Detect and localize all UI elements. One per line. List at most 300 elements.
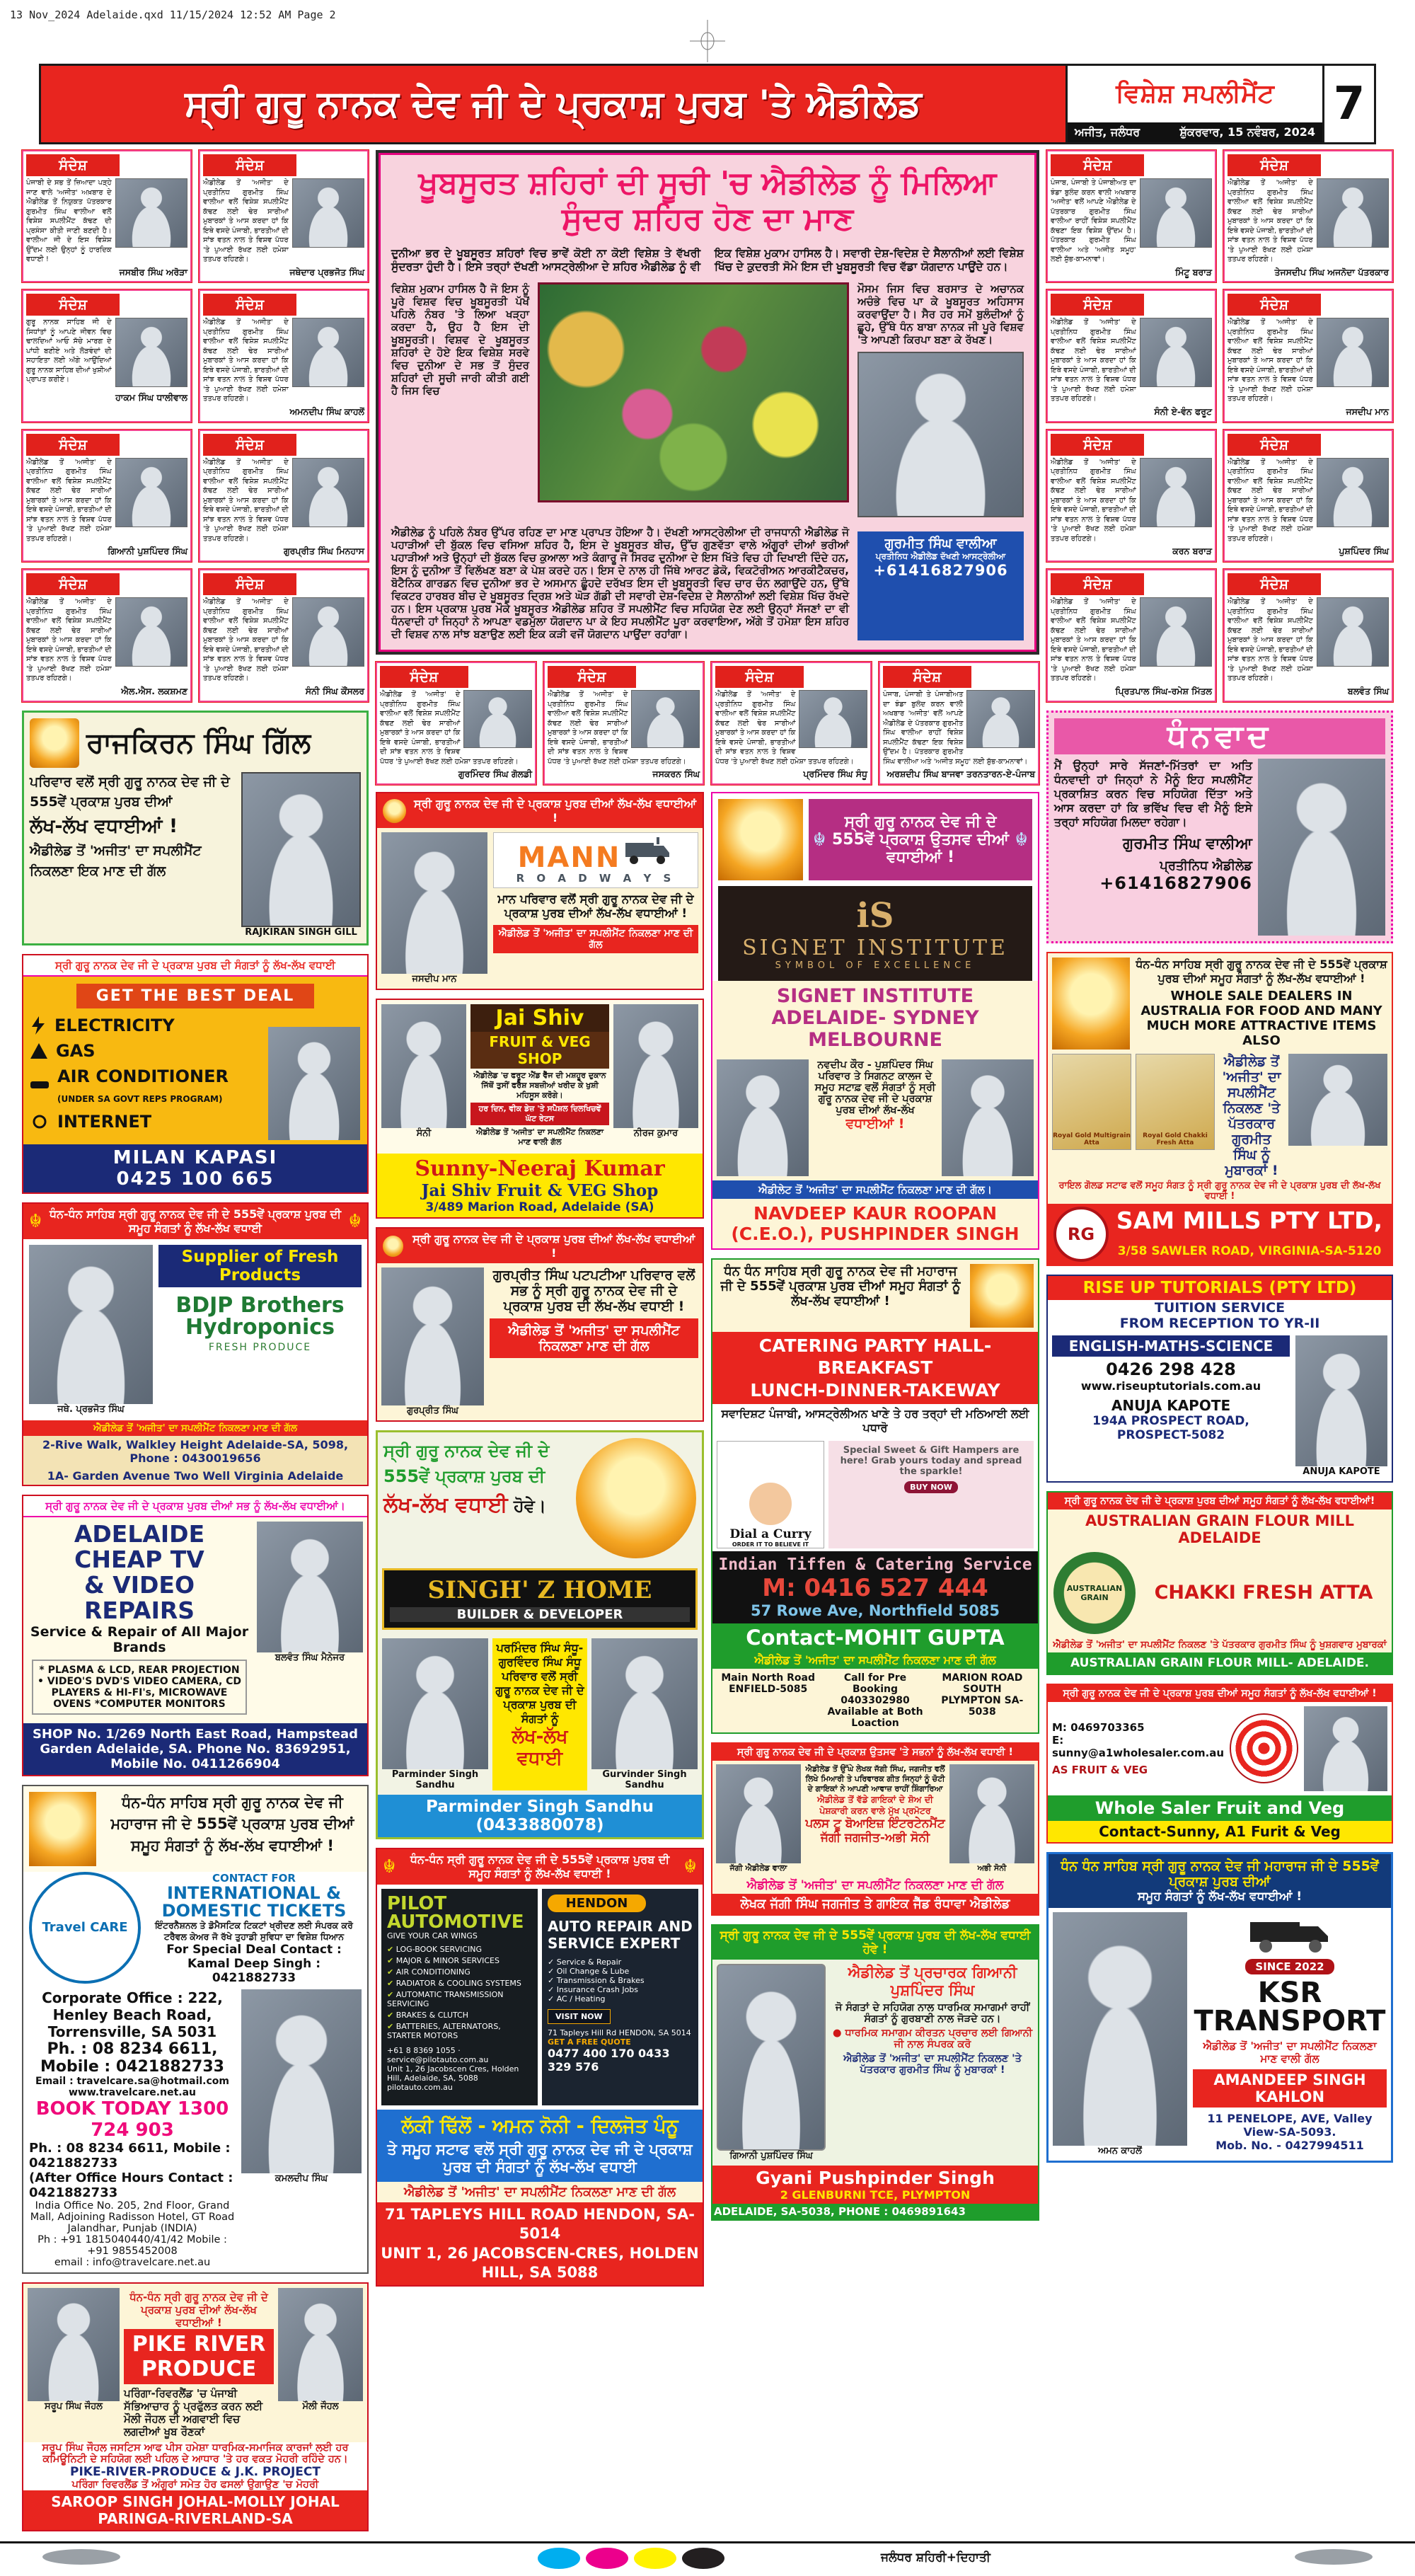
atta-pack-2: Royal Gold Chakki Fresh Atta [1136, 1054, 1215, 1150]
pilot-greeting: ਤੇ ਸਮੂਹ ਸਟਾਫ ਵਲੋਂ ਸ੍ਰੀ ਗੁਰੂ ਨਾਨਕ ਦੇਵ ਜੀ ਦੇ ਪ੍ਰਕਾਸ਼ ਪੁਰਬ ਦੀ ਸੰਗਤਾਂ ਨੂੰ ਲੱਖ-ਲੱਖ ਵਧਾਈ [387, 2141, 693, 2176]
ksr-name: AMANDEEP SINGH KAHLON [1193, 2069, 1387, 2108]
cheaptv-title1: ADELAIDE CHEAP TV [74, 1519, 205, 1573]
correspondent-role: ਪ੍ਰਤੀਨਿਧ ਐਡੀਲੇਡ ਦੱਖਣੀ ਆਸਟ੍ਰੇਲੀਆ [875, 551, 1006, 562]
singhz-pa2: ਲੱਖ-ਲੱਖ ਵਧਾਈ [383, 1493, 508, 1518]
tiffen-phone: M: 0416 527 444 [762, 1573, 988, 1602]
sandesh-box [199, 569, 369, 701]
anuja-caption: ANUJA KAPOTE [1303, 1466, 1380, 1477]
riseup-phone: 0426 298 428 [1106, 1359, 1236, 1379]
sammills-address: 3/58 SAWLER ROAD, VIRGINIA-SA-5120 [1117, 1243, 1382, 1258]
gyani-body2: ● ਧਾਰਮਿਕ ਸਮਾਗਮ ਕੀਰਤਨ ਪ੍ਰਚਾਰ ਲਈ ਗਿਆਨੀ ਜੀ ਨਾਲ ਸੰਪਰਕ ਕਰੋ [832, 2027, 1033, 2050]
dhanwad-role: ਪ੍ਰਤੀਨਿਧ ਐਡੀਲੇਡ [1160, 858, 1252, 873]
milan-ribbon: GET THE BEST DEAL [76, 984, 314, 1008]
catering-pa: ਸਵਾਦਿਸ਼ਟ ਪੰਜਾਬੀ, ਆਸਟ੍ਰੇਲੀਅਨ ਖਾਣੇ ਤੇ ਹਰ ਤਰ੍ਹਾਂ ਦੀ ਮਠਿਆਈ ਲਈ ਪਧਾਰੋ [721, 1406, 1029, 1434]
center-left-stack [376, 792, 704, 2287]
travelcare-phone2: Ph. : 08 8234 6611, Mobile : 0421882733 [29, 2141, 231, 2171]
portrait-photo [1140, 178, 1212, 248]
sandesh-text: ਐਡੀਲੇਡ ਤੋਂ 'ਅਜੀਤ' ਦੇ ਪ੍ਰਤੀਨਿਧ ਗੁਰਮੀਤ ਸਿੰਘ ਵਾਲੀਆ ਵਲੋਂ ਵਿਸ਼ੇਸ਼ ਸਪਲੀਮੈਂਟ ਕੱਢਣ ਲਈ ਢੇਰ ਸਾਰੀਆਂ ਮੁਬਾਰਕਾਂ ਤੇ ਆਸ ਕਰਦਾ ਹਾਂ ਕਿ ਇਥੇ ਵਸਦੇ ਪੰਜਾਬੀ, ਭਾਰਤੀਆਂ ਦੀ ਸਾਂਝ ਵਤਨ ਨਾਲ ਤੇ ਵਿਸ਼ਵ ਪੱਧਰ 'ਤੇ ਪੁਆਈ ਰੱਖਣ ਲਈ ਹਮੇਸ਼ਾ ਤਤਪਰ ਰਹਿਣਗੇ। [1228, 179, 1313, 263]
navdeep-photo [717, 1059, 809, 1176]
ksr-brand2: TRANSPORT [1194, 2004, 1386, 2037]
saroop-caption: ਸਰੂਪ ਸਿੰਘ ਜੌਹਲ [45, 2401, 103, 2413]
sandesh-name: ਪ੍ਰਮਿੰਦਰ ਸਿੰਘ ਸੰਧੂ [803, 769, 867, 780]
sandesh-grid-right [1046, 150, 1393, 702]
bdjp-brand: BDJP Brothers Hydroponics [175, 1292, 345, 1340]
supplement-label: ਵਿਸ਼ੇਸ਼ ਸਪਲੀਮੈਂਟ [1116, 79, 1274, 108]
hendon-phones: 0477 400 170 0433 329 576 [548, 2047, 670, 2074]
neeraj-photo [613, 1004, 698, 1128]
sandesh-header: ਸੰਦੇਸ਼ [203, 154, 296, 176]
hendon-service: ✓ AC / Heating [548, 1994, 606, 2004]
sandesh-text: ਐਡੀਲੇਡ ਤੋਂ 'ਅਜੀਤ' ਦੇ ਪ੍ਰਤੀਨਿਧ ਗੁਰਮੀਤ ਸਿੰਘ ਵਾਲੀਆ ਵਲੋਂ ਵਿਸ਼ੇਸ਼ ਸਪਲੀਮੈਂਟ ਕੱਢਣ ਲਈ ਢੇਰ ਸਾਰੀਆਂ ਮੁਬਾਰਕਾਂ ਤੇ ਆਸ ਕਰਦਾ ਹਾਂ ਕਿ ਇਥੇ ਵਸਦੇ ਪੰਜਾਬੀ, ਭਾਰਤੀਆਂ ਦੀ ਸਾਂਝ ਵਤਨ ਨਾਲ ਤੇ ਵਿਸ਼ਵ ਪੱਧਰ 'ਤੇ ਪੁਆਈ ਰੱਖਣ ਲਈ ਹਮੇਸ਼ਾ ਤਤਪਰ ਰਹਿਣਗੇ। [715, 691, 854, 766]
parminder-photo [382, 1638, 488, 1769]
sandesh-header: ਸੰਦੇਸ਼ [26, 294, 120, 316]
air-conditioner-icon [30, 1080, 49, 1093]
center-column [376, 150, 1039, 2531]
milan-phone: 0425 100 665 [116, 1168, 275, 1190]
portrait-photo [115, 597, 187, 667]
pilot-service: ✔ BRAKES & CLUTCH [387, 2011, 532, 2020]
sandesh-name: ਕਰਨ ਬਰਾੜ [1172, 546, 1212, 557]
riseup-addr1: 194A PROSPECT ROAD, [1092, 1413, 1249, 1428]
sandesh-box [1046, 430, 1216, 562]
bdjp-brand-sub: FRESH PRODUCE [208, 1341, 312, 1353]
sandesh-text: ਐਡੀਲੇਡ ਤੋਂ 'ਅਜੀਤ' ਦੇ ਪ੍ਰਤੀਨਿਧ ਗੁਰਮੀਤ ਸਿੰਘ ਵਾਲੀਆ ਵਲੋਂ ਵਿਸ਼ੇਸ਼ ਸਪਲੀਮੈਂਟ ਕੱਢਣ ਲਈ ਢੇਰ ਸਾਰੀਆਂ ਮੁਬਾਰਕਾਂ ਤੇ ਆਸ ਕਰਦਾ ਹਾਂ ਕਿ ਇਥੇ ਵਸਦੇ ਪੰਜਾਬੀ, ਭਾਰਤੀਆਂ ਦੀ ਸਾਂਝ ਵਤਨ ਨਾਲ ਤੇ ਵਿਸ਼ਵ ਪੱਧਰ 'ਤੇ ਪੁਆਈ ਰੱਖਣ ਲਈ ਹਮੇਸ਼ਾ ਤਤਪਰ ਰਹਿਣਗੇ। [1051, 458, 1136, 543]
sandesh-box [1046, 150, 1216, 282]
travelcare-logo: Travel CARE [29, 1872, 141, 1984]
hendon-service: ✓ Service & Repair [548, 1957, 622, 1967]
portrait-photo [1317, 318, 1389, 387]
correspondent-name: ਗੁਰਮੀਤ ਸਿੰਘ ਵਾਲੀਆ [884, 536, 997, 552]
cheaptv-header: ਸ੍ਰੀ ਗੁਰੂ ਨਾਨਕ ਦੇਵ ਜੀ ਦੇ ਪ੍ਰਕਾਸ਼ ਪੁਰਬ ਦੀਆਂ ਸਭ ਨੂੰ ਲੱਖ-ਲੱਖ ਵਧਾਈਆਂ। [23, 1496, 367, 1517]
gurpreet-red-box: ਐਡੀਲੇਡ ਤੋਂ 'ਅਜੀਤ' ਦਾ ਸਪਲੀਮੈਂਟ ਨਿਕਲਣਾ ਮਾਣ ਦੀ ਗੱਲ [490, 1318, 698, 1358]
pilot-service: ✔ LOG-BOOK SERVICING [387, 1945, 532, 1954]
sandesh-text: ਐਡੀਲੇਡ ਤੋਂ 'ਅਜੀਤ' ਦੇ ਪ੍ਰਤੀਨਿਧ ਗੁਰਮੀਤ ਸਿੰਘ ਵਾਲੀਆ ਵਲੋਂ ਵਿਸ਼ੇਸ਼ ਸਪਲੀਮੈਂਟ ਕੱਢਣ ਲਈ ਢੇਰ ਸਾਰੀਆਂ ਮੁਬਾਰਕਾਂ ਤੇ ਆਸ ਕਰਦਾ ਹਾਂ ਕਿ ਇਥੇ ਵਸਦੇ ਪੰਜਾਬੀ, ਭਾਰਤੀਆਂ ਦੀ ਸਾਂਝ ਵਤਨ ਨਾਲ ਤੇ ਵਿਸ਼ਵ ਪੱਧਰ 'ਤੇ ਪੁਆਈ ਰੱਖਣ ਲਈ ਹਮੇਸ਼ਾ ਤਤਪਰ ਰਹਿਣਗੇ। [380, 691, 519, 766]
ad-travelcare [22, 1785, 369, 2274]
hendon-service: ✓ Insurance Crash Jobs [548, 1985, 639, 1995]
tiffen-title: Indian Tiffen & Catering Service [718, 1555, 1032, 1574]
travelcare-email2: email : info@travelcare.net.au [54, 2257, 211, 2269]
signet-strip: ਐਡੀਲੇਟ ਤੋਂ 'ਅਜੀਤ' ਦਾ ਸਪਲੀਮੈਂਟ ਨਿਕਲਣਾ ਮਾਣ ਦੀ ਗੱਲ। [712, 1180, 1038, 1199]
khanda-icon: ☬ [1015, 829, 1028, 851]
guru-nanak-image [970, 1264, 1034, 1328]
ad-gyani-pushpinder [711, 1924, 1039, 2221]
pikeriver-title: PIKE RIVER PRODUCE [124, 2329, 274, 2384]
page-content [0, 150, 1415, 2531]
dhanwad-phone: +61416827906 [1099, 873, 1252, 893]
molly-caption: ਮੌਲੀ ਜੌਹਲ [302, 2401, 339, 2413]
milan-header: ਸ੍ਰੀ ਗੁਰੂ ਨਾਨਕ ਦੇਵ ਜੀ ਦੇ ਪ੍ਰਕਾਸ਼ ਪੁਰਬ ਦੀ ਸੰਗਤਾਂ ਨੂੰ ਲੱਖ-ਲੱਖ ਵਧਾਈ [23, 955, 367, 977]
article-headline: ਖੂਬਸੂਰਤ ਸ਼ਹਿਰਾਂ ਦੀ ਸੂਚੀ 'ਚ ਐਡੀਲੇਡ ਨੂੰ ਮਿਲਿਆ ਸੁੰਦਰ ਸ਼ਹਿਰ ਹੋਣ ਦਾ ਮਾਣ [418, 165, 997, 237]
sammills-staff-line: ਰਾਇਲ ਗੋਲਡ ਸਟਾਫ ਵਲੋਂ ਸਮੂਹ ਸੰਗਤ ਨੂੰ ਸ੍ਰੀ ਗੁਰੂ ਨਾਨਕ ਦੇਵ ਜੀ ਦੇ ਪ੍ਰਕਾਸ਼ ਪੁਰਬ ਦੀ ਲੱਖ-ਲੱਖ ਵਧਾਈ ! [1058, 1180, 1381, 1202]
signet-body: ਨਵਦੀਪ ਕੌਰ - ਪੁਸ਼ਪਿੰਦਰ ਸਿੰਘ ਪਰਿਵਾਰ ਤੇ ਸਿਗਨਟ ਕਾਲਜ ਦੇ ਸਮੂਹ ਸਟਾਫ਼ ਵਲੋਂ ਸੰਗਤਾਂ ਨੂੰ ਸ੍ਰੀ ਗੁਰੂ ਨਾਨਕ ਦੇਵ ਜੀ ਦੇ ਪ੍ਰਕਾਸ਼ ਪੁਰਬ ਦੀਆਂ ਲੱਖ-ਲੱਖ [814, 1059, 936, 1117]
ad-jai-shiv [376, 999, 704, 1219]
sandesh-row-center [376, 662, 1039, 785]
sandesh-header: ਸੰਦੇਸ਼ [1051, 154, 1144, 176]
guru-nanak-icon [30, 718, 79, 768]
travelcare-pa2: ਟਰੈਵਲ ਕੇਅਰ ਜੋ ਰੱਖੇ ਤੁਹਾਡੀ ਸੁਵਿਧਾ ਦਾ ਵਿਸ਼ੇਸ਼ ਧਿਆਨ [163, 1931, 345, 1943]
sandesh-text: ਐਡੀਲੇਡ ਤੋਂ 'ਅਜੀਤ' ਦੇ ਪ੍ਰਤੀਨਿਧ ਗੁਰਮੀਤ ਸਿੰਘ ਵਾਲੀਆ ਵਲੋਂ ਵਿਸ਼ੇਸ਼ ਸਪਲੀਮੈਂਟ ਕੱਢਣ ਲਈ ਢੇਰ ਸਾਰੀਆਂ ਮੁਬਾਰਕਾਂ ਤੇ ਆਸ ਕਰਦਾ ਹਾਂ ਕਿ ਇਥੇ ਵਸਦੇ ਪੰਜਾਬੀ, ਭਾਰਤੀਆਂ ਦੀ ਸਾਂਝ ਵਤਨ ਨਾਲ ਤੇ ਵਿਸ਼ਵ ਪੱਧਰ 'ਤੇ ਪੁਆਈ ਰੱਖਣ ਲਈ ਹਮੇਸ਼ਾ ਤਤਪਰ ਰਹਿਣਗੇ। [1051, 598, 1136, 683]
dial-a-curry-sub: ORDER IT TO BELIEVE IT [732, 1541, 809, 1548]
ad-gurpreet-patpatia [376, 1227, 704, 1422]
dial-a-curry-name: Dial a Curry [729, 1526, 812, 1541]
singhz-yellow-text: ਪਰਮਿੰਦਰ ਸਿੰਘ ਸੰਧੂ-ਗੁਰਵਿੰਦਰ ਸਿੰਘ ਸੰਧੂ ਪਰਿਵਾਰ ਵਲੋਂ ਸ੍ਰੀ ਗੁਰੂ ਨਾਨਕ ਦੇਵ ਜੀ ਦੇ ਪ੍ਰਕਾਸ਼ ਪੁਰਬ ਦੀ ਸੰਗਤਾਂ ਨੂੰ [495, 1641, 584, 1726]
pikeriver-footer1: SAROOP SINGH JOHAL-MOLLY JOHAL [51, 2493, 340, 2511]
sandesh-name: ਸੰਨੀ ਏ-ਵੰਨ ਫਰੂਟ [1154, 406, 1212, 417]
signet-monogram: iS [856, 896, 894, 936]
sandesh-header: ਸੰਦੇਸ਼ [1051, 294, 1144, 316]
pilot-phone: +61 8 8369 1055 [387, 2046, 456, 2056]
khanda-icon: ☬ [348, 1210, 362, 1232]
gurvinder-caption: Gurvinder Singh Sandhu [602, 1769, 687, 1791]
hamper-text: Special Sweet & Gift Hampers are here! Grab yours today and spread the sparkle! [840, 1444, 1022, 1477]
atta-pack-1: Royal Gold Multigrain Atta [1052, 1054, 1131, 1150]
gurpreet-caption: ਗੁਰਪ੍ਰੀਤ ਸਿੰਘ [407, 1405, 458, 1417]
sunny-caption: ਸੰਨੀ [416, 1128, 432, 1139]
gurvinder-photo [591, 1638, 698, 1769]
signet-logo-sub: SYMBOL OF EXCELLENCE [775, 960, 976, 972]
saroop-johal-photo [28, 2288, 120, 2401]
jaishiv-pa2: ਹਰ ਦਿਨ, ਵੀਕ ਡੇਜ਼ 'ਤੇ ਸਪੈਸ਼ਲ ਦਿਲਖਿਚਵੇਂ ਘੱਟ ਰੇਟਸ [470, 1103, 609, 1125]
edition-footer-text: ਜਲੰਧਰ ਸ਼ਹਿਰੀ+ਦਿਹਾਤੀ [881, 2551, 990, 2565]
guru-nanak-image [576, 1438, 696, 1558]
grainmill-footer: AUSTRALIAN GRAIN FLOUR MILL- ADELAIDE. [1048, 1652, 1392, 1674]
asfruit-phone: M: 0469703365 [1052, 1720, 1145, 1734]
guru-nanak-image [29, 1792, 96, 1866]
reg-oval-left [42, 2549, 120, 2565]
catering-red1: CATERING PARTY HALL-BREAKFAST [758, 1335, 992, 1379]
portrait-photo [292, 318, 364, 387]
pilot-addr1: 71 TAPLEYS HILL ROAD HENDON, SA-5014 [385, 2206, 695, 2243]
mann-strip: ਐਡੀਲੇਡ ਤੋਂ 'ਅਜੀਤ' ਦਾ ਸਪਲੀਮੈਂਟ ਨਿਕਲਣਾ ਮਾਣ ਦੀ ਗੱਲ [493, 925, 698, 953]
riseup-addr2: PROSPECT-5082 [1116, 1427, 1225, 1442]
sandesh-text: ਐਡੀਲੇਡ ਤੋਂ 'ਅਜੀਤ' ਦੇ ਪ੍ਰਤੀਨਿਧ ਗੁਰਮੀਤ ਸਿੰਘ ਵਾਲੀਆ ਵਲੋਂ ਵਿਸ਼ੇਸ਼ ਸਪਲੀਮੈਂਟ ਕੱਢਣ ਲਈ ਢੇਰ ਸਾਰੀਆਂ ਮੁਬਾਰਕਾਂ ਤੇ ਆਸ ਕਰਦਾ ਹਾਂ ਕਿ ਇਥੇ ਵਸਦੇ ਪੰਜਾਬੀ, ਭਾਰਤੀਆਂ ਦੀ ਸਾਂਝ ਵਤਨ ਨਾਲ ਤੇ ਵਿਸ਼ਵ ਪੱਧਰ 'ਤੇ ਪੁਆਈ ਰੱਖਣ ਲਈ ਹਮੇਸ਼ਾ ਤਤਪਰ ਰਹਿਣਗੇ। [1228, 598, 1313, 683]
hendon-visit-now: VISIT NOW [548, 2009, 611, 2024]
sunny-photo [381, 1004, 466, 1128]
pikeriver-pa2: ਪਰਿੰਗਾ ਰਿਵਰਲੈਂਡ ਤੋਂ ਅੰਗੂਰਾਂ ਸਮੇਤ ਹੋਰ ਫਸਲਾਂ ਉਗਾਉਣ 'ਚ ਮੋਹਰੀ [71, 2479, 319, 2491]
sandesh-box [1046, 569, 1216, 701]
cheaptv-address: SHOP No. 1/269 North East Road, Hampstead Garden Adelaide, SA. Phone No. 83692951, Mobile No. 0411266904 [23, 1723, 367, 1775]
bdjp-header: ਧੰਨ-ਧੰਨ ਸਾਹਿਬ ਸ੍ਰੀ ਗੁਰੂ ਨਾਨਕ ਦੇਵ ਜੀ ਦੇ 555ਵੇਂ ਪ੍ਰਕਾਸ਼ ਪੁਰਬ ਦੀ ਸਮੂਹ ਸੰਗਤਾਂ ਨੂੰ ਲੱਖ-ਲੱਖ ਵਧਾਈ [49, 1207, 342, 1235]
pilot-addr2: UNIT 1, 26 JACOBSCEN-CRES, HOLDEN HILL, SA 5088 [381, 2244, 699, 2281]
singhz-footer: Parminder Singh Sandhu (0433880078) [378, 1795, 702, 1837]
sandesh-header: ਸੰਦੇਸ਼ [380, 666, 468, 688]
pilot-brand: PILOT AUTOMOTIVE [387, 1893, 524, 1933]
jasdeep-maan-caption: ਜਸਦੀਪ ਮਾਨ [412, 974, 457, 985]
article-intro: ਦੁਨੀਆ ਭਰ ਦੇ ਖੂਬਸੂਰਤ ਸ਼ਹਿਰਾਂ ਵਿਚ ਭਾਵੇਂ ਕੋਈ ਨਾ ਕੋਈ ਵਿਸ਼ੇਸ਼ ਤੇ ਵੱਖਰੀ ਸੁੰਦਰਤਾ ਹੁੰਦੀ ਹੈ। ਇਸੇ ਤਰ੍ਹਾਂ ਦੱਖਣੀ ਆਸਟ੍ਰੇਲੀਆ ਦੇ ਸ਼ਹਿਰ ਐਡੀਲੇਡ ਨੂੰ ਵੀ ਇਕ ਵਿਸ਼ੇਸ਼ ਮੁਕਾਮ ਹਾਸਿਲ ਹੈ। ਸਵਾਰੀ ਦੇਸ਼-ਵਿਦੇਸ਼ ਦੇ ਸੈਲਾਨੀਆਂ ਲਈ ਵਿਸ਼ੇਸ਼ ਖਿੱਚ ਦੇ ਕੁਦਰਤੀ ਸੋਮੇ ਇਸ ਦੀ ਖੂਬਸੂਰਤੀ ਵਿਚ ਵੱਡਾ ਯੋਗਦਾਨ ਪਾਉਂਦੇ ਹਨ। [391, 247, 1024, 274]
sandesh-header: ਸੰਦੇਸ਼ [1228, 154, 1321, 176]
portrait-photo [1140, 318, 1212, 387]
pikeriver-footer2: PARINGA-RIVERLAND-SA [98, 2510, 293, 2528]
australian-grain-logo: AUSTRALIAN GRAIN [1053, 1552, 1136, 1634]
aman-kahlon-photo [1053, 1912, 1187, 2146]
pilot-service: ✔ BATTERIES, ALTERNATORS, STARTER MOTORS [387, 2022, 532, 2040]
singhz-yellow-red: ਲੱਖ-ਲੱਖ ਵਧਾਈ [512, 1726, 568, 1770]
milan-kapasi-photo [268, 1027, 360, 1140]
magenta-dot [586, 2548, 628, 2569]
travelcare-office: Corporate Office : 222, Henley Beach Road, Torrensville, SA 5031 [42, 1989, 223, 2041]
ad-rajkiran-singh-gill [22, 711, 369, 945]
page-number: 7 [1322, 66, 1374, 142]
ad-milan-kapasi [22, 954, 369, 1194]
portrait-photo [292, 597, 364, 667]
gyani-body3: ਐਡੀਲੇਡ ਤੋਂ 'ਅਜੀਤ' ਦਾ ਸਪਲੀਮੈਂਟ ਨਿਕਲਣ 'ਤੇ ਪੱਤਰਕਾਰ ਗੁਰਮੀਤ ਸਿੰਘ ਨੂੰ ਮੁਬਾਰਕਾਂ ! [843, 2052, 1022, 2076]
chef-icon [747, 1480, 794, 1527]
edition-label: ਅਜੀਤ, ਜਲੰਧਰ [1075, 125, 1140, 139]
sandesh-box [711, 662, 872, 785]
sandesh-header: ਸੰਦੇਸ਼ [203, 294, 296, 316]
travelcare-email: Email : travelcare.sa@hotmail.com www.travelcare.net.au [35, 2076, 229, 2099]
pilot-web: pilotauto.com.au [387, 2083, 453, 2093]
right-column [1046, 150, 1393, 2531]
pilot-service: ✔ AUTOMATIC TRANSMISSION SERVICING [387, 1990, 532, 2008]
gyani-caption: ਗਿਆਨੀ ਪੁਸ਼ਪਿੰਦਰ ਸਿੰਘ [729, 2150, 813, 2161]
registration-strip [0, 2541, 1415, 2576]
hendon-brand: HENDON [548, 1894, 646, 1912]
print-meta-text: 13 Nov_2024 Adelaide.qxd 11/15/2024 12:52 AM Page 2 [10, 8, 336, 21]
sandesh-text: ਐਡੀਲੇਡ ਤੋਂ 'ਅਜੀਤ' ਦੇ ਪ੍ਰਤੀਨਿਧ ਗੁਰਮੀਤ ਸਿੰਘ ਵਾਲੀਆ ਵਲੋਂ ਵਿਸ਼ੇਸ਼ ਸਪਲੀਮੈਂਟ ਕੱਢਣ ਲਈ ਢੇਰ ਸਾਰੀਆਂ ਮੁਬਾਰਕਾਂ ਤੇ ਆਸ ਕਰਦਾ ਹਾਂ ਕਿ ਇਥੇ ਵਸਦੇ ਪੰਜਾਬੀ, ਭਾਰਤੀਆਂ ਦੀ ਸਾਂਝ ਵਤਨ ਨਾਲ ਤੇ ਵਿਸ਼ਵ ਪੱਧਰ 'ਤੇ ਪੁਆਈ ਰੱਖਣ ਲਈ ਹਮੇਸ਼ਾ ਤਤਪਰ ਰਹਿਣਗੇ। [26, 458, 112, 543]
dhanwad-name: ਗੁਰਮੀਤ ਸਿੰਘ ਵਾਲੀਆ [1122, 834, 1252, 853]
buy-now-button[interactable]: BUY NOW [904, 1481, 958, 1493]
ksr-brand1: KSR [1257, 1976, 1322, 2009]
milan-item-electricity: ELECTRICITY [54, 1015, 175, 1035]
sammills-pa: ਐਡੀਲੇਡ ਤੋਂ 'ਅਜੀਤ' ਦਾ ਸਪਲੀਮੈਂਟ ਨਿਕਲਣ 'ਤੇ ਪੱਤਰਕਾਰ ਗੁਰਮੀਤ ਸਿੰਘ ਨੂੰ ਮੁਬਾਰਕਾਂ ! [1222, 1053, 1281, 1178]
as-fruit-veg-logo-icon [1230, 1713, 1298, 1783]
cheaptv-title2: & VIDEO REPAIRS [83, 1571, 195, 1625]
sandesh-header: ਸੰਦੇਸ਼ [715, 666, 804, 688]
asfruit-strip: Whole Saler Fruit and Veg [1048, 1795, 1392, 1821]
riseup-name: ANUJA KAPOTE [1111, 1396, 1231, 1414]
cheaptv-services: * PLASMA & LCD, REAR PROJECTION • VIDEO'S DVD'S VIDEO CAMERA, CD PLAYERS & HI-FI's, MICROWAVE OVENS *COMPUTER MONITORS [32, 1660, 247, 1715]
catering-loc2: Call for Pre Booking [843, 1672, 907, 1695]
ad-signet-institute [711, 792, 1039, 1250]
sandesh-header: ਸੰਦੇਸ਼ [1051, 573, 1144, 595]
portrait-photo [1317, 458, 1389, 527]
sandesh-header: ਸੰਦੇਸ਼ [1228, 294, 1321, 316]
sandesh-text: ਐਡੀਲੇਡ ਤੋਂ 'ਅਜੀਤ' ਦੇ ਪ੍ਰਤੀਨਿਧ ਗੁਰਮੀਤ ਸਿੰਘ ਵਾਲੀਆ ਵਲੋਂ ਵਿਸ਼ੇਸ਼ ਸਪਲੀਮੈਂਟ ਕੱਢਣ ਲਈ ਢੇਰ ਸਾਰੀਆਂ ਮੁਬਾਰਕਾਂ ਤੇ ਆਸ ਕਰਦਾ ਹਾਂ ਕਿ ਇਥੇ ਵਸਦੇ ਪੰਜਾਬੀ, ਭਾਰਤੀਆਂ ਦੀ ਸਾਂਝ ਵਤਨ ਨਾਲ ਤੇ ਵਿਸ਼ਵ ਪੱਧਰ 'ਤੇ ਪੁਆਈ ਰੱਖਣ ਲਈ ਹਮੇਸ਼ਾ ਤਤਪਰ ਰਹਿਣਗੇ। [203, 458, 289, 543]
sandesh-box [22, 430, 192, 562]
sandesh-text: ਐਡੀਲੇਡ ਤੋਂ 'ਅਜੀਤ' ਦੇ ਪ੍ਰਤੀਨਿਧ ਗੁਰਮੀਤ ਸਿੰਘ ਵਾਲੀਆ ਵਲੋਂ ਵਿਸ਼ੇਸ਼ ਸਪਲੀਮੈਂਟ ਕੱਢਣ ਲਈ ਢੇਰ ਸਾਰੀਆਂ ਮੁਬਾਰਕਾਂ ਤੇ ਆਸ ਕਰਦਾ ਹਾਂ ਕਿ ਇਥੇ ਵਸਦੇ ਪੰਜਾਬੀ, ਭਾਰਤੀਆਂ ਦੀ ਸਾਂਝ ਵਤਨ ਨਾਲ ਤੇ ਵਿਸ਼ਵ ਪੱਧਰ 'ਤੇ ਪੁਆਈ ਰੱਖਣ ਲਈ ਹਮੇਸ਼ਾ ਤਤਪਰ ਰਹਿਣਗੇ। [203, 598, 289, 683]
internet-icon [30, 1115, 49, 1129]
sandesh-box [22, 569, 192, 701]
walia-photo [1258, 759, 1385, 936]
adelaide-gardens-photo [538, 282, 849, 502]
gas-icon [30, 1043, 47, 1059]
gurpreet-header: ਸ੍ਰੀ ਗੁਰੂ ਨਾਨਕ ਦੇਵ ਜੀ ਦੇ ਪ੍ਰਕਾਸ਼ ਪੁਰਬ ਦੀਆਂ ਲੱਖ-ਲੱਖ ਵਧਾਈਆਂ ! [412, 1232, 695, 1260]
sandesh-name: ਤੇਜਸਦੀਪ ਸਿੰਘ ਅਜਨੋਦਾ ਪੱਤਰਕਾਰ [1274, 266, 1389, 277]
sandesh-name: ਗਿਆਨੀ ਪੁਸ਼ਪਿੰਦਰ ਸਿੰਘ [108, 546, 187, 557]
jaggi-caption: ਜੱਗੀ ਐਡੀਲੇਡ ਵਾਲਾ [729, 1863, 787, 1873]
sandesh-box [22, 150, 192, 282]
sandesh-box [199, 289, 369, 422]
jaishiv-address: 3/489 Marion Road, Adelaide (SA) [425, 1200, 654, 1215]
jaishiv-sub: FRUIT & VEG SHOP [470, 1032, 609, 1069]
ksr-since: SINCE 2022 [1245, 1959, 1334, 1974]
walia-portrait-photo [857, 352, 1024, 517]
yellow-dot [634, 2548, 676, 2569]
travelcare-india-phone: Ph : +91 1815040440/41/42 Mobile : +91 9855452008 [37, 2234, 227, 2258]
left-column [22, 150, 369, 2531]
sandesh-name: ਅਮਨਦੀਪ ਸਿੰਘ ਕਾਹਲੋਂ [289, 406, 364, 417]
pikeriver-header: ਧੰਨ-ਧੰਨ ਸ੍ਰੀ ਗੁਰੂ ਨਾਨਕ ਦੇਵ ਜੀ ਦੇ ਪ੍ਰਕਾਸ਼ ਪੁਰਬ ਦੀਆਂ ਲੱਖ-ਲੱਖ ਵਧਾਈਆਂ ! [129, 2291, 268, 2330]
sandesh-header: ਸੰਦੇਸ਼ [26, 573, 120, 595]
sandesh-name: ਮਿੰਟੂ ਬਰਾੜ [1175, 266, 1212, 277]
edition-date-strip [1068, 122, 1322, 142]
sandesh-text: ਪੰਜਾਬੀ ਦੇ ਸਭ ਤੋਂ ਜ਼ਿਆਦਾ ਪੜ੍ਹੇ ਜਾਣ ਵਾਲੇ 'ਅਜੀਤ' ਅਖ਼ਬਾਰ ਦੇ ਐਡੀਲੇਡ ਤੋਂ ਨਿਯੁਕਤ ਪੱਤਰਕਾਰ ਗੁਰਮੀਤ ਸਿੰਘ ਵਾਲੀਆ ਵਲੋਂ ਵਿਸ਼ੇਸ਼ ਸਪਲੀਮੈਂਟ ਕੱਢਣ ਦੀ ਪ੍ਰਸੰਸਾ ਕੀਤੀ ਜਾਣੀ ਬਣਦੀ ਹੈ। ਵਾਲੀਆ ਜੀ ਦੇ ਇਸ ਵਿਸ਼ੇਸ਼ ਉੱਦਮ ਲਈ ਉਨ੍ਹਾਂ ਨੂੰ ਹਾਰਦਿਕ ਵਧਾਈ ! [26, 179, 112, 263]
ksr-header1: ਧੰਨ ਧੰਨ ਸਾਹਿਬ ਸ੍ਰੀ ਗੁਰੂ ਨਾਨਕ ਦੇਵ ਜੀ ਮਹਾਰਾਜ ਜੀ ਦੇ 555ਵੇਂ ਪ੍ਰਕਾਸ਼ ਪੁਰਬ ਦੀਆਂ [1061, 1858, 1379, 1890]
sandesh-box [1223, 150, 1393, 282]
gyani-footer2: 2 GLENBURNI TCE, PLYMPTON [780, 2187, 971, 2202]
jaggi-footer: ਲੇਖਕ ਜੱਗੀ ਸਿੰਘ ਜਗਜੀਤ ਤੇ ਗਾਇਕ ਜੈੱਡ ਰੰਧਾਵਾ ਐਡੀਲੇਡ [712, 1894, 1038, 1914]
article-left-column: ਵਿਸ਼ੇਸ਼ ਮੁਕਾਮ ਹਾਸਿਲ ਹੈ ਜੋ ਇਸ ਨੂੰ ਪੂਰੇ ਵਿਸ਼ਵ ਵਿਚ ਖੂਬਸੂਰਤੀ ਪੱਖੋਂ ਪਹਿਲੇ ਨੰਬਰ 'ਤੇ ਲਿਆ ਖੜ੍ਹਾ ਕਰਦਾ ਹੈ, ਉਹ ਹੈ ਇਸ ਦੀ ਖੂਬਸੂਰਤੀ। ਵਿਸ਼ਵ ਦੇ ਖੂਬਸੂਰਤ ਸ਼ਹਿਰਾਂ ਦੇ ਹੋਏ ਇਕ ਵਿਸ਼ੇਸ਼ ਸਰਵੇ ਵਿਚ ਦੁਨੀਆ ਦੇ ਸਭ ਤੋਂ ਸੁੰਦਰ ਸ਼ਹਿਰਾਂ ਦੀ ਸੂਚੀ ਜਾਰੀ ਕੀਤੀ ਗਈ ਹੈ ਜਿਸ ਵਿਚ [391, 282, 529, 398]
singhz-pa1: ਸ੍ਰੀ ਗੁਰੂ ਨਾਨਕ ਦੇਵ ਜੀ ਦੇ 555ਵੇਂ ਪ੍ਰਕਾਸ਼ ਪੁਰਬ ਦੀ [383, 1441, 550, 1487]
sandesh-header: ਸੰਦੇਸ਼ [1051, 434, 1144, 456]
sandesh-text: ਪੰਜਾਬ, ਪੰਜਾਬੀ ਤੇ ਪੰਜਾਬੀਅਤ ਦਾ ਝੰਡਾ ਬੁਲੰਦ ਕਰਨ ਵਾਲੀ ਅਖਬਾਰ 'ਅਜੀਤ' ਵਲੋਂ ਆਪਣੇ ਐਡੀਲੇਡ ਦੇ ਪੱਤਰਕਾਰ ਗੁਰਮੀਤ ਸਿੰਘ ਵਾਲੀਆ ਰਾਹੀਂ ਵਿਸ਼ੇਸ਼ ਸਪਲੀਮੈਂਟ ਕੱਢਣਾ ਇਕ ਵਿਸ਼ੇਸ਼ ਉੱਦਮ ਹੈ। ਪੱਤਰਕਾਰ ਗੁਰਮੀਤ ਸਿੰਘ ਵਾਲੀਆ ਅਤੇ 'ਅਜੀਤ ਸਮੂਹ' ਲਈ ਸ਼ੁੱਭ-ਕਾਮਨਾਵਾਂ। [1051, 179, 1136, 263]
ad-adelaide-cheap-tv [22, 1495, 369, 1776]
hendon-service: ✓ Oil Change & Lube [548, 1967, 630, 1977]
signet-names: NAVDEEP KAUR ROOPAN (C.E.O.), PUSHPINDER SINGH [712, 1199, 1038, 1248]
bdjp-line: ਐਡੀਲੇਡ ਤੋਂ 'ਅਜੀਤ' ਦਾ ਸਪਲੀਮੈਂਟ ਨਿਕਲਣਾ ਮਾਣ ਦੀ ਗੱਲ [23, 1420, 367, 1436]
guru-nanak-icon [383, 799, 406, 823]
sandesh-box [199, 150, 369, 282]
ad-dhanwad [1046, 711, 1393, 943]
portrait-photo [292, 178, 364, 248]
gyani-body1: ਜੋ ਸੰਗਤਾਂ ਦੇ ਸਹਿਯੋਗ ਨਾਲ ਧਾਰਮਿਕ ਸਮਾਗਮਾਂ ਰਾਹੀਂ ਸੰਗਤਾਂ ਨੂੰ ਗੁਰਬਾਣੀ ਨਾਲ ਜੋੜਦੇ ਹਨ। [835, 2001, 1030, 2025]
guru-nanak-icon [383, 1236, 403, 1257]
hendon-address: 71 Tapleys Hill Rd HENDON, SA 5014 [548, 2028, 691, 2038]
travelcare-pa1: ਇੰਟਰਨੈਸ਼ਨਲ ਤੇ ਡੋਮੈਸਟਿਕ ਟਿਕਟਾਂ ਖ੍ਰੀਦਣ ਲਈ ਸੰਪਰਕ ਕਰੋ [155, 1920, 353, 1931]
gyani-photo [717, 1964, 826, 2151]
jaggi-body2: ਐਡੀਲੇਡ ਤੋਂ ਵੱਡੇ ਗਾਇਕਾਂ ਦੇ ਸ਼ੋਅ ਦੀ ਪੇਸ਼ਕਾਰੀ ਕਰਨ ਵਾਲੇ ਮੁੱਖ ਪ੍ਰਮੋਟਰ [817, 1793, 933, 1816]
sandesh-header: ਸੰਦੇਸ਼ [1228, 573, 1321, 595]
ad-as-fruit-veg [1046, 1684, 1393, 1844]
registration-crosshair-icon [690, 20, 725, 62]
abhi-soni-photo [949, 1764, 1034, 1863]
signet-title: SIGNET INSTITUTE ADELAIDE- SYDNEY MELBOURNE [712, 981, 1038, 1055]
sandesh-box [879, 662, 1039, 785]
grainmill-chakki: CHAKKI FRESH ATTA [1154, 1582, 1373, 1604]
catering-header: ਧੰਨ ਧੰਨ ਸਾਹਿਬ ਸ੍ਰੀ ਗੁਰੂ ਨਾਨਕ ਦੇਵ ਜੀ ਮਹਾਰਾਜ ਜੀ ਦੇ 555ਵੇਂ ਪ੍ਰਕਾਸ਼ ਪੁਰਬ ਦੀਆਂ ਸਮੂਹ ਸੰਗਤਾਂ ਨੂੰ ਲੱਖ-ਲੱਖ ਵਧਾਈਆਂ ! [720, 1264, 961, 1309]
portrait-photo [115, 318, 187, 387]
sandesh-box [199, 430, 369, 562]
main-article [376, 150, 1039, 655]
ad-pike-river-produce [22, 2282, 369, 2531]
travelcare-phone: Ph. : 08 8234 6611, Mobile : 0421882733 [40, 2040, 224, 2076]
kamaldeep-caption: ਕਮਲਦੀਪ ਸਿੰਘ [275, 2173, 328, 2185]
rajkiran-line2: ਲੱਖ-ਲੱਖ ਵਧਾਈਆਂ ! [30, 815, 178, 837]
pilot-header: ਧੰਨ-ਧੰਨ ਸ੍ਰੀ ਗੁਰੂ ਨਾਨਕ ਦੇਵ ਜੀ ਦੇ 555ਵੇਂ ਪ੍ਰਕਾਸ਼ ਪੁਰਬ ਦੀ ਸਮੂਹ ਸੰਗਤਾਂ ਨੂੰ ਲੱਖ-ਲੱਖ ਵਧਾਈ ! [410, 1853, 670, 1881]
sandesh-name: ਬਲਵੰਤ ਸਿੰਘ [1347, 685, 1389, 696]
print-meta-bar [0, 0, 1415, 61]
sandesh-name: ਜਥੇਦਾਰ ਪ੍ਰਭਜੋਤ ਸਿੰਘ [289, 266, 364, 277]
ksr-mobile: Mob. No. - 0427994511 [1215, 2138, 1364, 2152]
gyani-header: ਸ੍ਰੀ ਗੁਰੂ ਨਾਨਕ ਦੇਵ ਜੀ ਦੇ 555ਵੇਂ ਪ੍ਰਕਾਸ਼ ਪੁਰਬ ਦੀ ਲੱਖ-ਲੱਖ ਵਧਾਈ ਹੋਵੇ ! [712, 1926, 1038, 1960]
sammills-wholesale: WHOLE SALE DEALERS IN AUSTRALIA FOR FOOD AND MANY MUCH MORE ATTRACTIVE ITEMS ALSO [1140, 988, 1382, 1048]
sandesh-header: ਸੰਦੇਸ਼ [26, 154, 120, 176]
ksr-address: 11 PENELOPE, AVE, Valley View-SA-5093. [1207, 2111, 1373, 2139]
jaishiv-shop: Jai Shiv Fruit & VEG Shop [421, 1181, 659, 1201]
signet-logo-name: SIGNET INSTITUTE [742, 936, 1008, 961]
sandesh-name: ਪੁਸ਼ਪਿੰਦਰ ਸਿੰਘ [1339, 546, 1389, 557]
neeraj-caption: ਨੀਰਜ ਕੁਮਾਰ [633, 1128, 678, 1139]
article-bottom-text: ਐਡੀਲੇਡ ਨੂੰ ਪਹਿਲੇ ਨੰਬਰ ਉੱਪਰ ਰਹਿਣ ਦਾ ਮਾਣ ਪ੍ਰਾਪਤ ਹੋਇਆ ਹੈ। ਦੱਖਣੀ ਆਸਟ੍ਰੇਲੀਆ ਦੀ ਰਾਜਧਾਨੀ ਐਡੀਲੇਡ ਜੋ ਪਹਾੜੀਆਂ ਦੀ ਬੁੱਕਲ ਵਿਚ ਵਸਿਆ ਸ਼ਹਿਰ ਹੈ, ਇਸ ਦੇ ਖੂਬਸੂਰਤ ਬੀਚ, ਉੱਚ ਗੁਣਵੱਤਾ ਵਾਲੇ ਅੰਗੂਰਾਂ ਦੀਆਂ ਭਰੀਆਂ ਪਹਾੜੀਆਂ ਅਤੇ ਉਨ੍ਹਾਂ ਦੀ ਬੁੱਕਲ ਵਿਚ ਕੁਆਲਾ ਅਤੇ ਕੰਗਾਰੂ ਜੋ ਸਿਰਫ ਦੁਨੀਆ ਦੇ ਇਸ ਖਿੱਤੇ ਵਿਚ ਹੀ ਦਿਖਾਈ ਦਿੰਦੇ ਹਨ, ਇਸ ਨੂੰ ਦੁਨੀਆ ਤੋਂ ਵਿਲੱਖਣ ਬਣਾ ਕੇ ਪੇਸ਼ ਕਰਦੇ ਹਨ। ਇਸ ਦੇ ਨਾਲ ਹੀ ਜਿੱਥੇ ਆਰਟ ਡੇਕੋ, ਵਿਕਟੋਰੀਅਨ ਆਰਕੀਟੈਕਚਰ, ਬੋਟੈਨਿਕ ਗਾਰਡਨ ਵਿਚ ਦੁਨੀਆ ਭਰ ਦੇ ਅਸਮਾਨ ਛੂੰਹਦੇ ਦਰੱਖਤ ਇਸ ਦੀ ਖੂਬਸੂਰਤੀ ਵਿਚ ਚਾਰ ਚੰਨ ਲਗਾਉਂਦੇ ਹਨ, ਉੱਥੇ ਵਿਕਟਰ ਹਾਰਬਰ ਬੀਚ ਦੇ ਖੂਬਸੂਰਤ ਦ੍ਰਿਸ਼ ਅਤੇ ਘੋੜ ਗੱਡੀ ਦੀ ਸਵਾਰੀ ਦੇਸ਼-ਵਿਦੇਸ਼ ਦੇ ਸੈਲਾਨੀਆਂ ਲਈ ਵਿਸ਼ੇਸ਼ ਖਿੱਚ ਰੱਖਦੇ ਹਨ। ਇਸ ਪ੍ਰਕਾਸ਼ ਪੁਰਬ ਮੌਕੇ ਖੂਬਸੂਰਤ ਐਡੀਲੇਡ ਸ਼ਹਿਰ ਤੋਂ ਸਪਲੀਮੈਂਟ ਵਿਚ ਸਹਿਯੋਗ ਦੇਣ ਲਈ ਉਨ੍ਹਾਂ ਸੱਜਣਾਂ ਦਾ ਵੀ ਧੰਨਵਾਦੀ ਹਾਂ ਜਿਨ੍ਹਾਂ ਨੇ ਆਪਣਾ ਵਡਮੁੱਲਾ ਯੋਗਦਾਨ ਪਾ ਕੇ ਇਹ ਸਪਲੀਮੈਂਟ ਪੂਰਾ ਕਰਵਾਇਆ, ਅੱਗੇ ਤੋਂ ਹਮੇਸ਼ਾ ਇਸ ਸ਼ਹਿਰ ਦੀ ਵਿਸ਼ਵ ਨਾਲ ਸਾਂਝ ਬਣਾਉਣ ਲਈ ਇਕ ਕੜੀ ਵਜੋਂ ਯੋਗਦਾਨ ਪਾਉਂਦਾ ਰਹਾਂਗਾ। [391, 526, 849, 641]
hendon-panel [542, 1889, 698, 2105]
pilot-email: service@pilotauto.com.au [387, 2055, 489, 2065]
royal-gold-logo: RG [1053, 1207, 1109, 1262]
sandesh-header: ਸੰਦੇਸ਼ [883, 666, 971, 688]
travelcare-contact-for: CONTACT FOR [212, 1871, 296, 1885]
anuja-photo [1295, 1335, 1387, 1466]
travelcare-header: ਧੰਨ-ਧੰਨ ਸਾਹਿਬ ਸ੍ਰੀ ਗੁਰੂ ਨਾਨਕ ਦੇਵ ਜੀ ਮਹਾਰਾਜ ਜੀ ਦੇ 555ਵੇਂ ਪ੍ਰਕਾਸ਼ ਪੁਰਬ ਦੀਆਂ ਸਮੂਹ ਸੰਗਤਾਂ ਨੂੰ ਲੱਖ-ਲੱਖ ਵਧਾਈਆਂ ! [110, 1793, 354, 1854]
pikeriver-project: PIKE-RIVER-PRODUCE & J.K. PROJECT [70, 2465, 320, 2480]
khanda-icon: ☬ [383, 1856, 396, 1878]
bdjp-tagline: Supplier of Fresh Products [158, 1245, 362, 1287]
sandesh-box [1223, 289, 1393, 422]
riseup-sub2: FROM RECEPTION TO YR-II [1119, 1315, 1320, 1331]
sandesh-text: ਐਡੀਲੇਡ ਤੋਂ 'ਅਜੀਤ' ਦੇ ਪ੍ਰਤੀਨਿਧ ਗੁਰਮੀਤ ਸਿੰਘ ਵਾਲੀਆ ਵਲੋਂ ਵਿਸ਼ੇਸ਼ ਸਪਲੀਮੈਂਟ ਕੱਢਣ ਲਈ ਢੇਰ ਸਾਰੀਆਂ ਮੁਬਾਰਕਾਂ ਤੇ ਆਸ ਕਰਦਾ ਹਾਂ ਕਿ ਇਥੇ ਵਸਦੇ ਪੰਜਾਬੀ, ਭਾਰਤੀਆਂ ਦੀ ਸਾਂਝ ਵਤਨ ਨਾਲ ਤੇ ਵਿਸ਼ਵ ਪੱਧਰ 'ਤੇ ਪੁਆਈ ਰੱਖਣ ਲਈ ਹਮੇਸ਼ਾ ਤਤਪਰ ਰਹਿਣਗੇ। [1228, 318, 1313, 403]
sandesh-box [1223, 430, 1393, 562]
sandesh-header: ਸੰਦੇਸ਼ [203, 573, 296, 595]
ad-australian-grain-flour-mill [1046, 1491, 1393, 1675]
khanda-icon: ☬ [813, 829, 826, 851]
jaggi-body1: ਐਡੀਲੇਡ ਤੋਂ ਉੱਘੇ ਲੇਖਕ ਜੱਗੀ ਸਿੰਘ, ਜਗਜੀਤ ਵਲੋਂ ਲਿਖੇ ਮਿਆਰੀ ਤੇ ਪਰਿਵਾਰਕ ਗੀਤ ਜਿਨ੍ਹਾਂ ਨੂੰ ਚੋਟੀ ਦੇ ਗਾਇਕਾਂ ਨੇ ਆਪਣੀ ਆਵਾਜ਼ ਰਾਹੀਂ ਸ਼ਿੰਗਾਰਿਆ [805, 1764, 945, 1793]
ad-jaggi-jagjit [711, 1742, 1039, 1916]
jaggi-magenta-line: ਐਡੀਲੇਡ ਤੋਂ 'ਅਜੀਤ' ਦਾ ਸਪਲੀਮੈਂਟ ਨਿਕਲਣਾ ਮਾਣ ਦੀ ਗੱਲ [712, 1877, 1038, 1894]
catering-red2: LUNCH-DINNER-TAKEWAY [750, 1379, 1000, 1401]
pilot-address: Unit 1, 26 Jacobscen Cres, Holden Hill, Adelaide, SA, 5088 [387, 2064, 519, 2083]
black-dot [682, 2548, 724, 2569]
pikeriver-red-text: ਸਰੂਪ ਸਿੰਘ ਜੌਹਲ ਜਸਟਿਸ ਆਫ ਪੀਸ ਹਮੇਸ਼ਾ ਧਾਰਮਿਕ-ਸਮਾਜਿਕ ਕਾਰਜਾਂ ਲਈ ਹਰ ਕਮਿਊਨਿਟੀ ਦੇ ਸਹਿਯੋਗ ਲਈ ਪਹਿਲ ਦੇ ਆਧਾਰ 'ਤੇ ਹਰ ਵਕਤ ਮੋਹਰੀ ਰਹਿੰਦੇ ਹਨ। [42, 2442, 349, 2466]
aman-kahlon-caption: ਅਮਨ ਕਾਹਲੋਂ [1098, 2145, 1142, 2156]
sandesh-box [22, 289, 192, 422]
jaggi-photo [716, 1764, 801, 1863]
catering-loc1: Main North Road [721, 1672, 815, 1684]
sammills-photo [1288, 1054, 1387, 1146]
sandesh-name: ਜਸਕਰਨ ਸਿੰਘ [652, 769, 700, 780]
sandesh-header: ਸੰਦੇਸ਼ [548, 666, 636, 688]
travelcare-deal: For Special Deal Contact : Kamal Deep Singh : 0421882733 [166, 1943, 342, 1986]
portrait-photo [1140, 458, 1212, 527]
dhanwad-title: ਧੰਨਵਾਦ [1054, 718, 1385, 754]
rajkiran-title: ਰਾਜਕਿਰਨ ਸਿੰਘ ਗਿੱਲ [86, 726, 311, 759]
date-label: ਸ਼ੁੱਕਰਵਾਰ, 15 ਨਵੰਬਰ, 2024 [1179, 125, 1315, 139]
portrait-photo [631, 690, 700, 748]
asfruit-photo [1304, 1706, 1387, 1791]
sandesh-name: ਗੁਰਪ੍ਰੀਤ ਸਿੰਘ ਮਿਨਹਾਸ [283, 546, 364, 557]
bdjp-address2: 1A- Garden Avenue Two Well Virginia Adelaide [23, 1467, 367, 1485]
sandesh-text: ਗੁਰੂ ਨਾਨਕ ਸਾਹਿਬ ਜੀ ਦੇ ਸਿਧਾਂਤਾਂ ਨੂੰ ਆਪਣੇ ਜੀਵਨ ਵਿਚ ਢਾਲਦਿਆਂ ਆਓ ਸੱਚੇ ਮਾਰਗ ਦੇ ਪਾਂਧੀ ਬਣੀਏ ਅਤੇ ਲੋੜਵੰਦਾਂ ਦੀ ਸਹਾਇਤਾ ਲਈ ਅੱਗੇ ਆਉਂਦਿਆਂ ਗੁਰੂ ਨਾਨਕ ਸਾਹਿਬ ਦੀਆਂ ਖੁਸ਼ੀਆਂ ਪ੍ਰਾਪਤ ਕਰੀਏ। [26, 318, 112, 384]
jaishiv-names: Sunny-Neeraj Kumar [415, 1156, 665, 1182]
jaggi-header: ਸ੍ਰੀ ਗੁਰੂ ਨਾਨਕ ਦੇਵ ਜੀ ਦੇ ਪ੍ਰਕਾਸ਼ ਉਤਸਵ 'ਤੇ ਸਭਨਾਂ ਨੂੰ ਲੱਖ-ਲੱਖ ਵਧਾਈ ! [712, 1744, 1038, 1761]
gyani-title: ਐਡੀਲੇਡ ਤੋਂ ਪ੍ਰਚਾਰਕ ਗਿਆਨੀ ਪੁਸ਼ਪਿੰਦਰ ਸਿੰਘ [848, 1963, 1017, 1999]
signet-body-red: ਵਧਾਈਆਂ ! [845, 1116, 905, 1132]
pilot-automotive-panel: PILOT AUTOMOTIVE GIVE YOUR CAR WINGS ✔ LOG-BOOK SERVICING ✔ MAJOR & MINOR SERVICES ✔ AIR CONDITIONING ✔ RADIATOR & COOLING SYSTEMS ✔ AUTOMATIC TRANSMISSION SERVICING ✔ BRAKES & CLUTCH ✔ BATTERIES, ALTERNATORS, STARTER MOTORS +61 8 8369 1055 · service@pilotauto.com.au Unit 1, 26 Jacobscen Cres, Holden Hill, Adelaide, SA, 5088 pilotauto.com.au [381, 1889, 538, 2105]
cheaptv-photo-caption: ਬਲਵੰਤ ਸਿੰਘ ਮੈਨੇਜਰ [275, 1652, 345, 1663]
tiffen-address: 57 Rowe Ave, Northfield 5085 [751, 1602, 1000, 1619]
kamaldeep-photo [241, 1989, 362, 2173]
guru-nanak-image [1052, 958, 1130, 1050]
asfruit-logo-label: AS FRUIT & VEG [1052, 1763, 1148, 1776]
sandesh-text: ਐਡੀਲੇਡ ਤੋਂ 'ਅਜੀਤ' ਦੇ ਪ੍ਰਤੀਨਿਧ ਗੁਰਮੀਤ ਸਿੰਘ ਵਾਲੀਆ ਵਲੋਂ ਵਿਸ਼ੇਸ਼ ਸਪਲੀਮੈਂਟ ਕੱਢਣ ਲਈ ਢੇਰ ਸਾਰੀਆਂ ਮੁਬਾਰਕਾਂ ਤੇ ਆਸ ਕਰਦਾ ਹਾਂ ਕਿ ਇਥੇ ਵਸਦੇ ਪੰਜਾਬੀ, ਭਾਰਤੀਆਂ ਦੀ ਸਾਂਝ ਵਤਨ ਨਾਲ ਤੇ ਵਿਸ਼ਵ ਪੱਧਰ 'ਤੇ ਪੁਆਈ ਰੱਖਣ ਲਈ ਹਮੇਸ਼ਾ ਤਤਪਰ ਰਹਿਣਗੇ। [548, 691, 686, 766]
asfruit-email: E: sunny@a1wholesaler.com.au [1052, 1733, 1225, 1759]
pilot-supplement-line: ਐਡੀਲੇਡ ਤੋਂ 'ਅਜੀਤ' ਦਾ ਸਪਲੀਮੈਂਟ ਨਿਕਲਣਾ ਮਾਣ ਦੀ ਗੱਲ [377, 2182, 703, 2202]
rajkiran-photo [241, 772, 361, 927]
sammills-brand: SAM MILLS PTY LTD, [1116, 1207, 1383, 1235]
milan-item-internet: INTERNET [57, 1111, 152, 1132]
sandesh-name: ਐਲ.ਐਸ. ਲਕਸ਼ਮਣ [121, 685, 187, 696]
grainmill-pa: ਐਡੀਲੇਡ ਤੋਂ 'ਅਜੀਤ' ਦਾ ਸਪਲੀਮੈਂਟ ਨਿਕਲਣ 'ਤੇ ਪੱਤਰਕਾਰ ਗੁਰਮੀਤ ਸਿੰਘ ਨੂੰ ਖੁਸ਼ਗਵਾਰ ਮੁਬਾਰਕਾਂ [1048, 1637, 1392, 1652]
sandesh-box [1223, 569, 1393, 701]
masthead-title: ਸ੍ਰੀ ਗੁਰੂ ਨਾਨਕ ਦੇਵ ਜੀ ਦੇ ਪ੍ਰਕਾਸ਼ ਪੁਰਬ 'ਤੇ ਐਡੀਲੇਡ [185, 82, 922, 125]
